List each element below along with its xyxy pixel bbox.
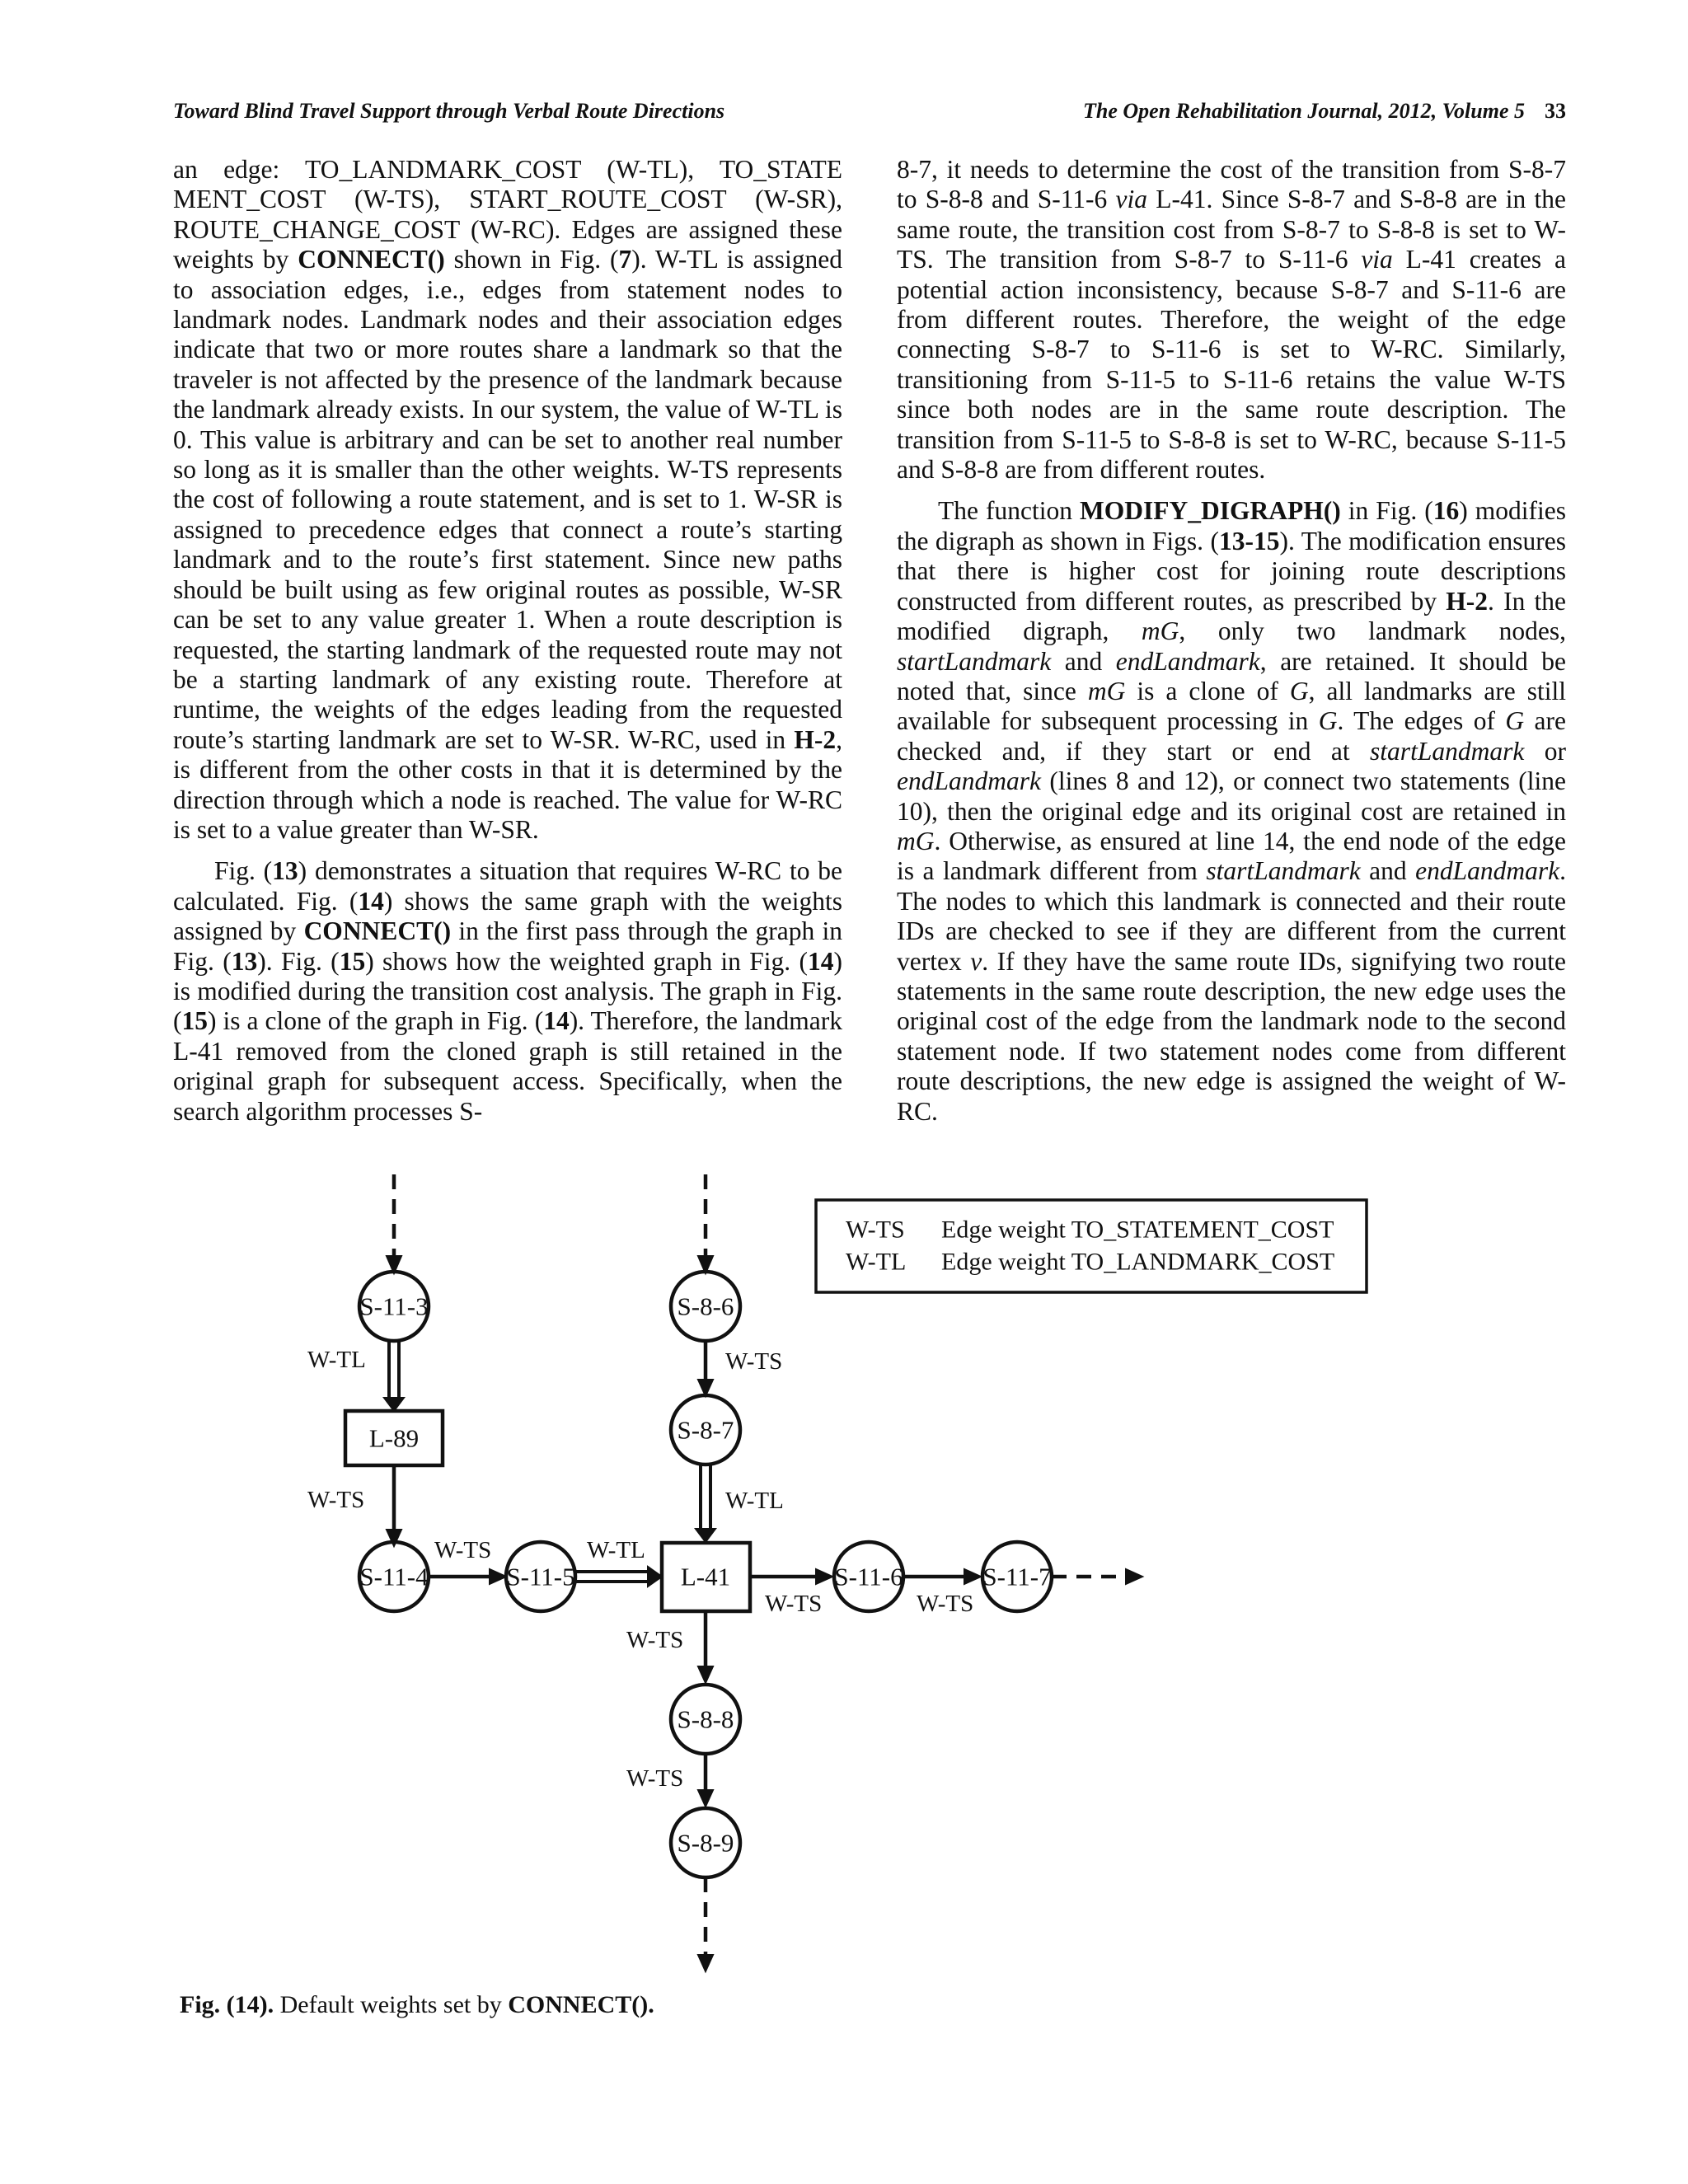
text-run: ) shows the same graph with the weights assigned by [173, 886, 842, 946]
text-run: . The edges of [1337, 706, 1506, 736]
bold-run: 14 [808, 946, 834, 976]
bold-run: MODIFY_DIGRAPH() [1080, 496, 1341, 526]
edge-s11-3-l89 [389, 1342, 399, 1399]
left-column [173, 155, 842, 1127]
edge-label: W-TL [587, 1537, 645, 1563]
legend-desc: Edge weight TO_LANDMARK_COST [941, 1248, 1335, 1276]
node-label: S-8-6 [677, 1291, 734, 1321]
bold-run: H-2 [1446, 586, 1489, 616]
paragraph [897, 155, 1566, 485]
bold-run: 13-15 [1218, 526, 1280, 555]
italic-run: endLandmark [897, 766, 1041, 796]
text-run: shown in Fig. ( [444, 245, 619, 274]
italic-run: G [1289, 676, 1309, 705]
bold-run: CONNECT() [298, 245, 445, 274]
edge-s8-7-l41 [701, 1465, 710, 1530]
text-run: ) shows how the weighted graph in Fig. ( [365, 946, 809, 976]
text-run: 8-7, it needs to determine the cost of the transition from S-8-7 to S-8-8 and S-11-6 [897, 155, 1566, 214]
text-run: and [1360, 856, 1416, 886]
paragraph [897, 496, 1566, 1127]
italic-run: startLandmark [897, 646, 1052, 676]
node-label: L-89 [368, 1423, 420, 1453]
text-run: , all landmarks are still available for subsequent processing in [897, 676, 1566, 736]
paragraph [173, 856, 842, 1127]
edge-label: W-TS [307, 1487, 365, 1513]
text-run: , is different from the other costs in that it is determined by the direction through which a node is reached. The value for W-RC is set to a value greater than W-SR. [173, 724, 842, 844]
italic-run: v [970, 946, 982, 976]
text-run: . If they have the same route IDs, signifying two route statements in the same route description, the new edge uses the original cost of the edge from the landmark node to the second statement node. If two statement nodes come from different route descriptions, the new edge is assigned the weight of W-RC. [897, 946, 1566, 1126]
text-run: or [1524, 736, 1566, 766]
text-run: ). W-TL is assigned to association edges, i.e., edges from statement nodes to landmark nodes. Landmark nodes and their association edges indicate that two or more routes share a landmark so that the traveler is not affected by the presence of the landmark because the landmark already exists. In our system, the value of W-TL is 0. This value is arbitrary and can be set to another real number so long as it is smaller than the other weights. W-TS represents the cost of following a route statement, and is set to 1. W-SR is assigned to precedence edges that connect a route’s starting landmark and to the route’s first statement. Since new paths should be built using as few original routes as possible, W-SR can be set to any value greater 1. When a route description is requested, the starting landmark of the requested route may not be a starting landmark of any existing route. Therefore at runtime, the weights of the edges leading from the requested route’s starting landmark are set to W-SR. W-RC, used in [173, 245, 842, 754]
legend-box [816, 1200, 1367, 1292]
text-run: The function [938, 496, 1081, 526]
bold-run: 15 [339, 946, 366, 976]
journal-citation: The Open Rehabilitation Journal, 2012, Volume 5 [1083, 99, 1525, 123]
bold-run: 14 [543, 1006, 570, 1036]
bold-run: 15 [181, 1006, 208, 1036]
edge-label: W-TS [725, 1348, 783, 1375]
italic-run: via [1115, 185, 1148, 214]
bold-run: 13 [272, 856, 298, 886]
bold-run: 7 [618, 245, 632, 274]
node-label: L-41 [680, 1562, 731, 1591]
edge-label: W-TS [434, 1537, 492, 1563]
edge-s11-5-l41 [575, 1572, 649, 1582]
node-label: S-8-7 [677, 1415, 734, 1445]
italic-run: mG [897, 826, 935, 855]
text-run: Fig. ( [214, 856, 273, 886]
text-run: an edge: TO_LANDMARK_COST (W-TL), TO_STATE MENT_COST (W-TS), START_ROUTE_COST (W-SR), ROUTE_CHANGE_COST (W-RC). Edges are assigned these weights by [173, 155, 842, 274]
caption-function-name: CONNECT() [508, 1991, 649, 2018]
edge-label: W-TL [725, 1488, 784, 1514]
italic-run: startLandmark [1206, 856, 1361, 886]
text-run: . The nodes to which this landmark is connected and their route IDs are checked to see if they are different from the current vertex [897, 856, 1567, 976]
page-number: 33 [1545, 99, 1566, 123]
text-run: . In the modified digraph, [897, 586, 1566, 646]
italic-run: endLandmark [1415, 856, 1560, 886]
node-label: S-11-5 [506, 1562, 575, 1591]
text-run: ). Fig. ( [257, 946, 340, 976]
italic-run: mG [1141, 616, 1179, 646]
text-run: is a clone of [1125, 676, 1290, 705]
right-column [897, 155, 1566, 1127]
text-run: L-41 creates a potential action inconsistency, because S-8-7 and S-11-6 are from different routes. Therefore, the weight of the edge connecting S-8-7 to S-11-6 is set to W-RC. Similarly, transitioning from S-11-5 to S-11-6 retains the value W-TS since both nodes are in the same route description. The transition from S-11-5 to S-8-8 is set to W-RC, because S-11-5 and S-8-8 are from different routes. [897, 245, 1566, 485]
bold-run: 16 [1432, 496, 1460, 526]
italic-run: mG [1087, 676, 1126, 705]
text-run: ). The modification ensures that there is higher cost for joining route descriptions constructed from different routes, as prescribed by [897, 526, 1566, 616]
running-head-right [1083, 99, 1566, 124]
caption-period: . [648, 1991, 654, 2018]
legend-abbr: W-TL [846, 1248, 907, 1276]
text-run: ) is modified during the transition cost analysis. The graph in Fig. ( [173, 946, 843, 1036]
italic-run: endLandmark [1115, 646, 1260, 676]
edge-label: W-TL [307, 1347, 366, 1373]
text-run: , only two landmark nodes, [1179, 616, 1566, 646]
node-label: S-11-3 [359, 1291, 429, 1321]
text-run: are checked and, if they start or end at [897, 706, 1566, 766]
caption-text: Default weights set by [274, 1991, 509, 2018]
bold-run: H-2 [794, 724, 837, 754]
figure-14-digraph [0, 1154, 1688, 1986]
text-run: ) demonstrates a situation that requires W-RC to be calculated. Fig. ( [173, 856, 842, 916]
text-run: in Fig. ( [1340, 496, 1433, 526]
text-run: , are retained. It should be noted that, since [897, 646, 1566, 705]
edge-label: W-TS [917, 1591, 974, 1617]
node-label: S-11-6 [834, 1562, 903, 1591]
bold-run: CONNECT() [303, 916, 452, 946]
edge-label: W-TS [626, 1765, 684, 1792]
text-run: . Otherwise, as ensured at line 14, the end node of the edge is a landmark different from [897, 826, 1566, 886]
bold-run: 13 [231, 946, 258, 976]
node-label: S-8-9 [677, 1828, 734, 1858]
text-run: in the first pass through the graph in Fig. ( [173, 916, 843, 976]
node-label: S-11-7 [982, 1562, 1052, 1591]
italic-run: via [1361, 245, 1393, 274]
paragraph [173, 155, 842, 845]
text-run: ). Therefore, the landmark L-41 removed from the cloned graph is still retained in the original graph for subsequent access. Specifically, when the search algorithm processes S- [173, 1006, 843, 1126]
running-head-left: Toward Blind Travel Support through Verbal Route Directions [173, 99, 725, 123]
italic-run: G [1505, 706, 1525, 736]
node-label: S-8-8 [677, 1704, 734, 1734]
edge-label: W-TS [626, 1627, 684, 1653]
bold-run: 14 [358, 886, 384, 916]
edge-label: W-TS [765, 1591, 823, 1617]
text-run: ) modifies the digraph as shown in Figs. ( [897, 496, 1566, 555]
text-run: L-41. Since S-8-7 and S-8-8 are in the same route, the transition cost from S-8-7 to S-8-8 is set to W-TS. The transition from S-8-7 to S-11-6 [897, 185, 1566, 274]
legend-abbr: W-TS [846, 1216, 905, 1244]
caption-figure-number: Fig. (14). [180, 1991, 274, 2018]
legend-desc: Edge weight TO_STATEMENT_COST [941, 1216, 1334, 1244]
figure-caption [180, 1991, 654, 2019]
text-run: and [1051, 646, 1116, 676]
text-run: (lines 8 and 12), or connect two statements (line 10), then the original edge and its original cost are retained in [897, 766, 1566, 826]
text-run: ) is a clone of the graph in Fig. ( [208, 1006, 544, 1036]
node-label: S-11-4 [359, 1562, 429, 1591]
italic-run: G [1318, 706, 1338, 736]
italic-run: startLandmark [1370, 736, 1525, 766]
